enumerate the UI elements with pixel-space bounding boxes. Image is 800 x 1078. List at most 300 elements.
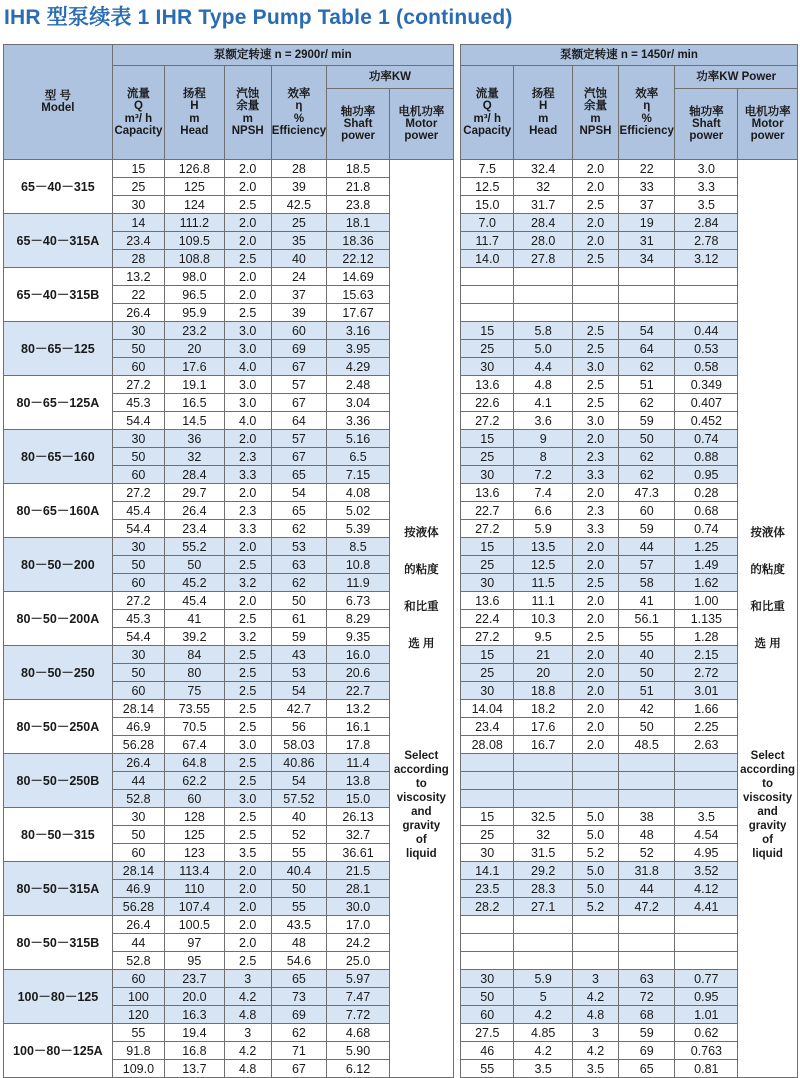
data-cell bbox=[461, 916, 514, 934]
data-cell: 67.4 bbox=[165, 736, 225, 754]
data-cell: 1.01 bbox=[675, 1006, 738, 1024]
data-cell: 28.2 bbox=[461, 898, 514, 916]
data-cell: 53 bbox=[271, 538, 326, 556]
data-cell: 3.5 bbox=[514, 1060, 573, 1078]
column-gap bbox=[453, 160, 460, 178]
data-cell bbox=[675, 952, 738, 970]
model-cell: 80－65－160 bbox=[4, 430, 113, 484]
data-cell: 2.0 bbox=[572, 700, 618, 718]
data-cell: 2.0 bbox=[224, 934, 271, 952]
data-cell: 0.452 bbox=[675, 412, 738, 430]
data-cell: 21 bbox=[514, 646, 573, 664]
data-cell: 28 bbox=[271, 160, 326, 178]
column-gap bbox=[453, 214, 460, 232]
data-cell: 18.2 bbox=[514, 700, 573, 718]
data-cell: 64 bbox=[618, 340, 674, 358]
data-cell: 124 bbox=[165, 196, 225, 214]
column-gap bbox=[453, 1060, 460, 1078]
data-cell: 50 bbox=[271, 880, 326, 898]
data-cell: 48 bbox=[618, 826, 674, 844]
column-gap bbox=[453, 754, 460, 772]
data-cell: 0.44 bbox=[675, 322, 738, 340]
data-cell: 13.2 bbox=[327, 700, 390, 718]
data-cell bbox=[618, 916, 674, 934]
column-gap bbox=[453, 322, 460, 340]
data-cell: 30 bbox=[461, 970, 514, 988]
data-cell: 6.5 bbox=[327, 448, 390, 466]
data-cell: 2.0 bbox=[224, 232, 271, 250]
data-cell bbox=[514, 790, 573, 808]
data-cell: 4.0 bbox=[224, 412, 271, 430]
data-cell: 22 bbox=[618, 160, 674, 178]
motor-power-note bbox=[389, 160, 453, 1078]
data-cell: 60 bbox=[112, 466, 164, 484]
data-cell: 44 bbox=[618, 880, 674, 898]
data-cell: 0.95 bbox=[675, 466, 738, 484]
data-cell: 2.0 bbox=[572, 538, 618, 556]
data-cell: 2.0 bbox=[572, 214, 618, 232]
data-cell: 75 bbox=[165, 682, 225, 700]
data-cell: 1.66 bbox=[675, 700, 738, 718]
data-cell: 16.7 bbox=[514, 736, 573, 754]
data-cell: 41 bbox=[618, 592, 674, 610]
data-cell: 30 bbox=[112, 196, 164, 214]
data-cell: 62.2 bbox=[165, 772, 225, 790]
data-cell: 14.04 bbox=[461, 700, 514, 718]
data-cell: 20.0 bbox=[165, 988, 225, 1006]
data-cell bbox=[572, 304, 618, 322]
power-header-1450: 功率KW Power bbox=[675, 66, 798, 89]
data-cell: 4.1 bbox=[514, 394, 573, 412]
column-gap bbox=[453, 268, 460, 286]
data-cell: 34 bbox=[618, 250, 674, 268]
data-cell: 5.0 bbox=[572, 826, 618, 844]
data-cell: 30 bbox=[112, 538, 164, 556]
data-cell: 39.2 bbox=[165, 628, 225, 646]
data-cell: 100 bbox=[112, 988, 164, 1006]
data-cell: 45.4 bbox=[165, 592, 225, 610]
data-cell bbox=[514, 772, 573, 790]
data-cell: 3.12 bbox=[675, 250, 738, 268]
data-cell: 2.0 bbox=[572, 592, 618, 610]
model-cell: 80－50－200A bbox=[4, 592, 113, 646]
data-cell: 50 bbox=[112, 340, 164, 358]
data-cell: 2.0 bbox=[224, 178, 271, 196]
note-line-cn: 选 用 bbox=[408, 637, 435, 650]
data-cell: 27.2 bbox=[461, 412, 514, 430]
data-cell: 4.68 bbox=[327, 1024, 390, 1042]
data-cell bbox=[675, 286, 738, 304]
data-cell: 50 bbox=[112, 826, 164, 844]
data-cell: 60 bbox=[271, 322, 326, 340]
shaft-power-header-1450: 轴功率 Shaft power bbox=[675, 89, 738, 160]
data-cell: 1.62 bbox=[675, 574, 738, 592]
head-header: 扬程 H m Head bbox=[165, 66, 225, 160]
data-cell bbox=[514, 268, 573, 286]
data-cell: 18.1 bbox=[327, 214, 390, 232]
model-cell: 65－40－315A bbox=[4, 214, 113, 268]
data-cell: 16.5 bbox=[165, 394, 225, 412]
page-title: IHR 型泵续表 1 IHR Type Pump Table 1 (continued) bbox=[4, 6, 513, 29]
data-cell: 68 bbox=[618, 1006, 674, 1024]
data-cell: 27.1 bbox=[514, 898, 573, 916]
data-cell: 95.9 bbox=[165, 304, 225, 322]
data-cell: 3.6 bbox=[514, 412, 573, 430]
data-cell: 109.5 bbox=[165, 232, 225, 250]
data-cell: 52.8 bbox=[112, 790, 164, 808]
data-cell: 2.5 bbox=[572, 394, 618, 412]
data-cell: 45.3 bbox=[112, 610, 164, 628]
model-cell: 100－80－125 bbox=[4, 970, 113, 1024]
data-cell: 8.5 bbox=[327, 538, 390, 556]
data-cell bbox=[514, 754, 573, 772]
data-cell: 43.5 bbox=[271, 916, 326, 934]
data-cell: 3.0 bbox=[224, 790, 271, 808]
data-cell bbox=[618, 304, 674, 322]
data-cell: 91.8 bbox=[112, 1042, 164, 1060]
data-cell: 37 bbox=[618, 196, 674, 214]
data-cell bbox=[675, 916, 738, 934]
data-cell: 50 bbox=[112, 448, 164, 466]
data-cell: 4.8 bbox=[224, 1060, 271, 1078]
data-cell: 54.4 bbox=[112, 628, 164, 646]
model-cell: 100－80－125A bbox=[4, 1024, 113, 1078]
data-cell: 40.4 bbox=[271, 862, 326, 880]
data-cell: 2.0 bbox=[224, 484, 271, 502]
model-cell: 80－50－315 bbox=[4, 808, 113, 862]
data-cell: 2.63 bbox=[675, 736, 738, 754]
data-cell: 95 bbox=[165, 952, 225, 970]
data-cell: 22.12 bbox=[327, 250, 390, 268]
data-cell: 30 bbox=[461, 358, 514, 376]
model-cell: 80－50－250B bbox=[4, 754, 113, 808]
data-cell: 19.1 bbox=[165, 376, 225, 394]
data-cell: 47.2 bbox=[618, 898, 674, 916]
data-cell bbox=[461, 286, 514, 304]
data-cell: 14 bbox=[112, 214, 164, 232]
data-cell: 50 bbox=[618, 718, 674, 736]
data-cell: 0.74 bbox=[675, 520, 738, 538]
data-cell: 40 bbox=[271, 250, 326, 268]
column-gap bbox=[453, 196, 460, 214]
data-cell: 22.4 bbox=[461, 610, 514, 628]
data-cell: 25 bbox=[271, 214, 326, 232]
data-cell bbox=[461, 934, 514, 952]
data-cell bbox=[461, 772, 514, 790]
data-cell: 20 bbox=[165, 340, 225, 358]
data-cell: 23.7 bbox=[165, 970, 225, 988]
data-cell: 62 bbox=[618, 448, 674, 466]
data-cell: 3.5 bbox=[675, 196, 738, 214]
data-cell: 2.5 bbox=[572, 340, 618, 358]
data-cell: 24 bbox=[271, 268, 326, 286]
data-cell: 3.0 bbox=[224, 394, 271, 412]
data-cell: 2.0 bbox=[224, 268, 271, 286]
data-cell: 28.4 bbox=[165, 466, 225, 484]
data-cell: 60 bbox=[112, 682, 164, 700]
data-cell: 21.5 bbox=[327, 862, 390, 880]
data-cell: 6.6 bbox=[514, 502, 573, 520]
data-cell: 39 bbox=[271, 178, 326, 196]
data-cell: 123 bbox=[165, 844, 225, 862]
efficiency-header-1450: 效率 η % Efficiency bbox=[618, 66, 674, 160]
data-cell: 64.8 bbox=[165, 754, 225, 772]
data-cell: 3.3 bbox=[224, 466, 271, 484]
data-cell: 54 bbox=[271, 484, 326, 502]
column-gap bbox=[453, 628, 460, 646]
data-cell: 26.4 bbox=[112, 916, 164, 934]
data-cell: 7.4 bbox=[514, 484, 573, 502]
data-cell: 53 bbox=[271, 664, 326, 682]
data-cell: 96.5 bbox=[165, 286, 225, 304]
data-cell: 57 bbox=[618, 556, 674, 574]
data-cell: 25 bbox=[461, 448, 514, 466]
data-cell: 50 bbox=[271, 592, 326, 610]
data-cell: 44 bbox=[618, 538, 674, 556]
column-gap bbox=[453, 592, 460, 610]
data-cell: 62 bbox=[271, 520, 326, 538]
data-cell: 17.67 bbox=[327, 304, 390, 322]
data-cell: 98.0 bbox=[165, 268, 225, 286]
data-cell: 5.39 bbox=[327, 520, 390, 538]
note-line-cn: 按液体 bbox=[750, 526, 785, 539]
data-cell: 48.5 bbox=[618, 736, 674, 754]
data-cell: 13.6 bbox=[461, 376, 514, 394]
column-gap bbox=[453, 700, 460, 718]
data-cell: 4.41 bbox=[675, 898, 738, 916]
data-cell: 3.2 bbox=[224, 574, 271, 592]
data-cell: 30 bbox=[461, 844, 514, 862]
data-cell: 5.2 bbox=[572, 844, 618, 862]
column-gap bbox=[453, 862, 460, 880]
data-cell: 25 bbox=[461, 664, 514, 682]
data-cell: 2.78 bbox=[675, 232, 738, 250]
note-text-en: Select according to viscosity and gravity of liquid bbox=[740, 749, 796, 860]
data-cell: 59 bbox=[618, 520, 674, 538]
data-cell: 0.95 bbox=[675, 988, 738, 1006]
data-cell: 3.0 bbox=[224, 340, 271, 358]
column-gap bbox=[453, 466, 460, 484]
data-cell: 20 bbox=[514, 664, 573, 682]
note-line-cn: 的粘度 bbox=[404, 563, 439, 576]
data-cell: 15.0 bbox=[327, 790, 390, 808]
data-cell: 5.9 bbox=[514, 520, 573, 538]
data-cell: 4.2 bbox=[514, 1042, 573, 1060]
data-cell: 2.5 bbox=[224, 808, 271, 826]
data-cell bbox=[461, 790, 514, 808]
data-cell: 59 bbox=[271, 628, 326, 646]
data-cell: 65 bbox=[271, 502, 326, 520]
data-cell: 45.2 bbox=[165, 574, 225, 592]
data-cell: 29.2 bbox=[514, 862, 573, 880]
data-cell: 50 bbox=[461, 988, 514, 1006]
model-header: 型 号 Model bbox=[4, 45, 113, 160]
data-cell: 72 bbox=[618, 988, 674, 1006]
data-cell: 4.2 bbox=[224, 1042, 271, 1060]
data-cell: 60 bbox=[112, 844, 164, 862]
data-cell: 20.6 bbox=[327, 664, 390, 682]
data-cell: 4.54 bbox=[675, 826, 738, 844]
data-cell: 9 bbox=[514, 430, 573, 448]
data-cell: 13.5 bbox=[514, 538, 573, 556]
data-cell bbox=[618, 286, 674, 304]
data-cell: 40 bbox=[271, 808, 326, 826]
data-cell: 26.4 bbox=[112, 754, 164, 772]
model-cell: 65－40－315B bbox=[4, 268, 113, 322]
data-cell: 55 bbox=[271, 844, 326, 862]
data-cell: 12.5 bbox=[461, 178, 514, 196]
data-cell: 128 bbox=[165, 808, 225, 826]
data-cell: 36.61 bbox=[327, 844, 390, 862]
data-cell: 2.5 bbox=[224, 196, 271, 214]
data-cell: 2.0 bbox=[572, 664, 618, 682]
data-cell: 52.8 bbox=[112, 952, 164, 970]
data-cell: 2.0 bbox=[224, 916, 271, 934]
data-cell: 55 bbox=[618, 628, 674, 646]
data-cell: 62 bbox=[618, 394, 674, 412]
data-cell: 0.349 bbox=[675, 376, 738, 394]
data-cell: 42.7 bbox=[271, 700, 326, 718]
data-cell: 3.0 bbox=[224, 322, 271, 340]
column-gap bbox=[453, 358, 460, 376]
data-cell: 32 bbox=[514, 178, 573, 196]
data-cell: 125 bbox=[165, 178, 225, 196]
power-header: 功率KW bbox=[327, 66, 454, 89]
data-cell: 4.8 bbox=[572, 1006, 618, 1024]
data-cell bbox=[572, 916, 618, 934]
data-cell: 2.5 bbox=[224, 556, 271, 574]
note-line-cn: 按液体 bbox=[404, 526, 439, 539]
data-cell: 5.16 bbox=[327, 430, 390, 448]
table-row bbox=[4, 160, 798, 178]
data-cell: 17.6 bbox=[165, 358, 225, 376]
data-cell: 2.5 bbox=[572, 196, 618, 214]
data-cell: 69 bbox=[271, 340, 326, 358]
data-cell: 6.73 bbox=[327, 592, 390, 610]
data-cell: 5.2 bbox=[572, 898, 618, 916]
column-gap bbox=[453, 430, 460, 448]
data-cell: 25 bbox=[461, 340, 514, 358]
data-cell: 7.47 bbox=[327, 988, 390, 1006]
data-cell: 7.15 bbox=[327, 466, 390, 484]
column-gap bbox=[453, 952, 460, 970]
data-cell: 2.3 bbox=[572, 502, 618, 520]
data-cell: 30 bbox=[112, 646, 164, 664]
motor-power-header-1450: 电机功率 Motor power bbox=[738, 89, 798, 160]
pump-table-body bbox=[4, 160, 798, 1078]
data-cell: 15.0 bbox=[461, 196, 514, 214]
data-cell: 55 bbox=[112, 1024, 164, 1042]
data-cell: 2.0 bbox=[224, 286, 271, 304]
data-cell: 2.5 bbox=[572, 250, 618, 268]
data-cell: 67 bbox=[271, 358, 326, 376]
column-gap bbox=[453, 286, 460, 304]
data-cell: 23.4 bbox=[461, 718, 514, 736]
data-cell: 16.8 bbox=[165, 1042, 225, 1060]
data-cell: 27.8 bbox=[514, 250, 573, 268]
data-cell: 30 bbox=[461, 574, 514, 592]
data-cell: 22.7 bbox=[461, 502, 514, 520]
data-cell: 4.2 bbox=[572, 988, 618, 1006]
data-cell: 28.14 bbox=[112, 700, 164, 718]
model-cell: 80－50－315B bbox=[4, 916, 113, 970]
data-cell: 23.2 bbox=[165, 322, 225, 340]
model-cell: 65－40－315 bbox=[4, 160, 113, 214]
data-cell: 13.7 bbox=[165, 1060, 225, 1078]
data-cell: 27.2 bbox=[461, 520, 514, 538]
data-cell: 50 bbox=[618, 430, 674, 448]
data-cell: 0.58 bbox=[675, 358, 738, 376]
data-cell: 110 bbox=[165, 880, 225, 898]
data-cell: 2.0 bbox=[572, 610, 618, 628]
data-cell: 3 bbox=[224, 970, 271, 988]
column-gap bbox=[453, 772, 460, 790]
data-cell: 26.13 bbox=[327, 808, 390, 826]
data-cell bbox=[572, 934, 618, 952]
data-cell: 10.3 bbox=[514, 610, 573, 628]
column-gap bbox=[453, 304, 460, 322]
data-cell: 2.5 bbox=[224, 700, 271, 718]
data-cell: 3.16 bbox=[327, 322, 390, 340]
column-gap bbox=[453, 394, 460, 412]
data-cell: 2.48 bbox=[327, 376, 390, 394]
column-gap bbox=[453, 1006, 460, 1024]
data-cell: 73 bbox=[271, 988, 326, 1006]
data-cell: 25 bbox=[461, 556, 514, 574]
column-gap bbox=[453, 448, 460, 466]
data-cell: 21.8 bbox=[327, 178, 390, 196]
data-cell: 1.25 bbox=[675, 538, 738, 556]
data-cell: 39 bbox=[271, 304, 326, 322]
data-cell: 67 bbox=[271, 448, 326, 466]
model-cell: 80－65－125 bbox=[4, 322, 113, 376]
data-cell: 3 bbox=[572, 970, 618, 988]
note-text-en: Select according to viscosity and gravity of liquid bbox=[393, 749, 449, 860]
data-cell: 46.9 bbox=[112, 880, 164, 898]
data-cell: 5.8 bbox=[514, 322, 573, 340]
data-cell: 4.12 bbox=[675, 880, 738, 898]
data-cell bbox=[514, 304, 573, 322]
data-cell: 15 bbox=[461, 430, 514, 448]
data-cell: 0.28 bbox=[675, 484, 738, 502]
data-cell: 40.86 bbox=[271, 754, 326, 772]
data-cell: 63 bbox=[271, 556, 326, 574]
data-cell: 23.4 bbox=[165, 520, 225, 538]
data-cell: 32.4 bbox=[514, 160, 573, 178]
data-cell: 60 bbox=[112, 358, 164, 376]
data-cell: 28.1 bbox=[327, 880, 390, 898]
column-gap bbox=[453, 556, 460, 574]
data-cell: 16.3 bbox=[165, 1006, 225, 1024]
column-gap bbox=[453, 808, 460, 826]
data-cell: 4.85 bbox=[514, 1024, 573, 1042]
data-cell: 60 bbox=[165, 790, 225, 808]
data-cell: 3.3 bbox=[572, 466, 618, 484]
flow-header-1450: 流量 Q m³/ h Capacity bbox=[461, 66, 514, 160]
column-gap bbox=[453, 880, 460, 898]
column-gap bbox=[453, 574, 460, 592]
data-cell: 13.6 bbox=[461, 484, 514, 502]
data-cell: 1.135 bbox=[675, 610, 738, 628]
data-cell bbox=[675, 772, 738, 790]
data-cell: 3.95 bbox=[327, 340, 390, 358]
data-cell: 32 bbox=[165, 448, 225, 466]
data-cell: 0.68 bbox=[675, 502, 738, 520]
data-cell: 97 bbox=[165, 934, 225, 952]
data-cell: 2.72 bbox=[675, 664, 738, 682]
data-cell: 26.4 bbox=[112, 304, 164, 322]
data-cell: 2.3 bbox=[224, 448, 271, 466]
